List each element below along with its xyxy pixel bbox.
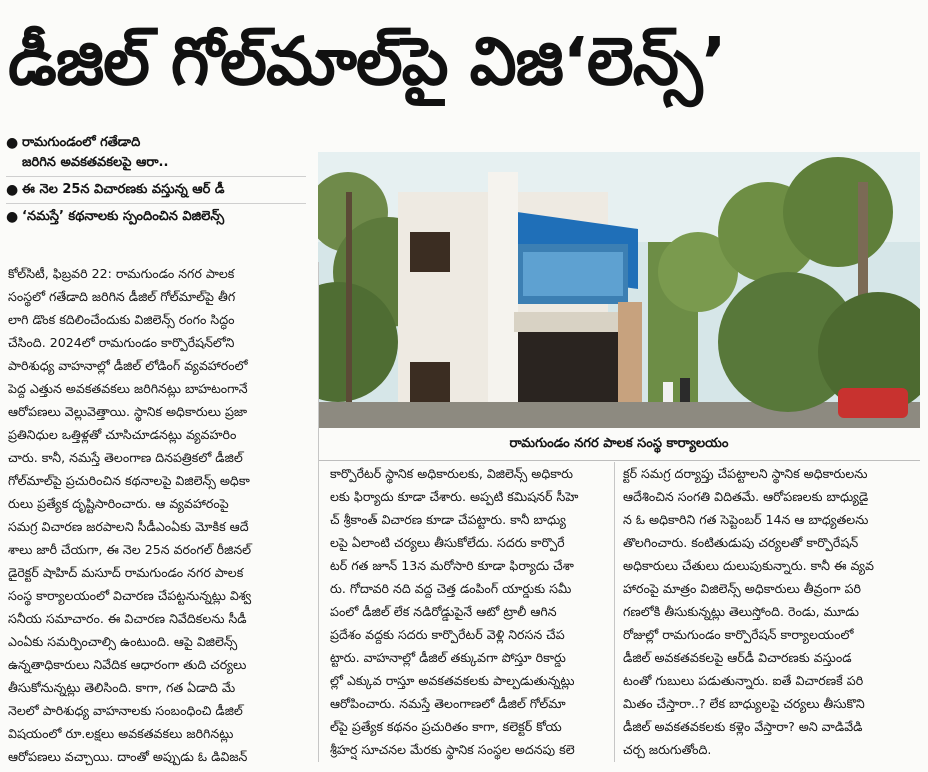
article-line: లకు ఫిర్యాదు కూడా చేశారు. అప్పటి కమిషనర్ సీహె [330, 489, 579, 504]
article-column-3 [623, 462, 919, 761]
article-line: చ్ శ్రీకాంత్ విచారణ కూడా చేపట్టారు. కానీ బాధ్యు [330, 512, 566, 527]
photo-caption: రామగుండం నగర పాలక సంస్థ కార్యాలయం [318, 428, 920, 461]
article-line: లపై ఏలాంటి చర్యలు తీసుకోలేదు. సదరు కార్పొరే [330, 535, 565, 550]
highlight-bullet [6, 177, 306, 204]
article-line: విషయంలో రూ.లక్షలు అవకతవకలు జరిగినట్లు [8, 726, 234, 741]
article-line: కార్పొరేటర్ స్థానిక అధికారులకు, విజిలెన్స్ అధికారు [330, 466, 573, 481]
article-line: మితం చేస్తారా..? లేక బాధ్యులపై చర్యలు తీసుకొని [623, 696, 865, 711]
highlight-line: జరిగిన అవకతవకలపై ఆరా.. [22, 155, 169, 170]
article-line: ఉన్నతాధికారులు నివేదిక ఆధారంగా తుది చర్యలు [8, 657, 247, 672]
article-line: ప్రదేశం వద్దకు సదరు కార్పొరేటర్ వెళ్లి నిరసన చేప [330, 627, 565, 642]
highlight-line: రామగుండంలో గతేడాది [22, 135, 141, 150]
article-line: నెలలో పారిశుధ్య వాహనాలకు సంబంధించి డీజిల్ [8, 703, 243, 718]
article-line: తీసుకోనున్నట్లు తెలిసింది. కాగా, గత ఏడాది మే [8, 680, 236, 695]
article-line: ప్రతినిధుల ఒత్తిళ్లతో చూసిచూడనట్లు వ్యవహరిం [8, 427, 237, 442]
article-line: రులు ప్రత్యేక దృష్టిసారించారు. ఆ వ్యవహారంపై [8, 496, 229, 511]
article-line: డీజిల్ అవకతవకలకు కళ్లెం వేస్తారా? అని వాడివేడి [623, 719, 863, 734]
article-line: రు. గోదావరి నది వద్ద చెత్త డంపింగ్ యార్డుకు సమీ [330, 581, 572, 596]
highlight-bullet [6, 204, 306, 230]
article-line: డైరెక్టర్ షాహిద్ మసూద్ రామగుండం నగర పాలక [8, 565, 244, 580]
article-line: కోల్‌సిటీ, ఫిబ్రవరి 22: రామగుండం నగర పాలక [8, 266, 235, 281]
article-line: గోల్‌మాల్‌పై ప్రచురించిన కథనాలపై విజిలెన్స్ అధికా [8, 473, 250, 488]
article-line: శ్రీహర్ష సూచనల మేరకు స్థానిక సంస్థల అదనపు కలె [330, 742, 575, 757]
article-line: క్టర్ సమగ్ర దర్యాప్తు చేపట్టాలని స్థానిక అధికారులను [623, 466, 868, 481]
article-line: రోజుల్లో రామగుండం కార్పొరేషన్ కార్యాలయంలో [623, 627, 854, 642]
article-line: ఎంఏకు సమర్పించాల్సి ఉంటుంది. ఆపై విజిలెన్స్ [8, 634, 238, 649]
article-column-2 [330, 462, 606, 761]
article-line: ట్టారు. వాహనాల్లో డీజిల్ తక్కువగా పోస్తూ రికార్డు [330, 650, 566, 665]
office-building-image [318, 152, 920, 428]
article-line: ఆరోపణలు వెల్లువెత్తాయి. స్థానిక అధికారులు ప్రజా [8, 404, 248, 419]
office-photo [318, 152, 920, 428]
article-line: తొలగించారు. కంటితుడుపు చర్యలతో కార్పొరేషన్ [623, 535, 859, 550]
article-line: చర్చ జరుగుతోంది. [623, 742, 712, 757]
bullet-dot-icon: ● [6, 135, 19, 151]
highlight-bullet [6, 130, 306, 177]
article-line: న ఓ అధికారిని గత సెప్టెంబర్ 14న ఆ బాధ్యతలను [623, 512, 869, 527]
article-line: ఆరోపించారు. నమస్తే తెలంగాణలో డీజిల్ గోల్‌మా [330, 696, 566, 711]
article-line: లాగి డొంక కదిలించేందుకు విజిలెన్స్ రంగం సిద్ధం [8, 312, 235, 327]
article-line: సనీయ సమాచారం. ఈ విచారణ నివేదికలను సీడీ [8, 611, 247, 626]
article-line: హారంపై మాత్రం విజిలెన్స్ అధికారులు తీవ్రంగా పరి [623, 581, 862, 596]
article-line: సమగ్ర విచారణ జరపాలని సీడీఎంఏకు మోకిక ఆదే [8, 519, 249, 534]
article-line: టర్ గత జూన్ 13న మరోసారి కూడా ఫిర్యాదు చేశా [330, 558, 574, 573]
article-line: పెద్ద ఎత్తున అవకతవకలు జరిగినట్లు బాహటంగానే [8, 381, 248, 396]
column-divider [614, 462, 615, 762]
article-line: సంస్థలో గతేడాది జరిగిన డీజిల్ గోల్‌మాల్‌పై తీగ [8, 289, 236, 304]
article-line: అధికారులు చేతులు దులుపుకున్నారు. కానీ ఈ వ్యవ [623, 558, 875, 573]
article-line: ల్‌పై ప్రత్యేక కథనం ప్రచురితం కాగా, కలెక్టర్ కోయ [330, 719, 562, 734]
highlight-line: ఈ నెల 25న విచారణకు వస్తున్న ఆర్ డీ [22, 182, 225, 197]
headline: డీజిల్ గోల్‌మాల్‌పై విజి‘లెన్స్’ [8, 23, 726, 100]
highlight-line: ‘నమస్తే’ కథనాలకు స్పందించిన విజిలెన్స్ [22, 209, 225, 224]
article-line: గణలోకి తీసుకున్నట్లు తెలుస్తోంది. రెండు, మూడు [623, 604, 859, 619]
highlights-box [6, 130, 306, 248]
article-line: టంతో గుబులు పడుతున్నారు. ఐతే విచారణకే పరి [623, 673, 864, 688]
article-line: చారు. కానీ, నమస్తే తెలంగాణ దినపత్రికలో డీజిల్ [8, 450, 243, 465]
bullet-dot-icon: ● [6, 209, 19, 225]
article-line: సంస్థ కార్యాలయంలో విచారణ చేపట్టనున్నట్లు విశ్వ [8, 588, 252, 603]
article-line: ఆదేశించిన సంగతి విదితమే. ఆరోపణలకు బాధ్యుడై [623, 489, 869, 504]
article-line: ల్లో ఎక్కువ రాస్తూ అవకతవకలకు పాల్పడుతున్నట్లు [330, 673, 575, 688]
bullet-dot-icon: ● [6, 182, 19, 198]
column-divider [318, 262, 319, 762]
article-line: ఆరోపణలు వచ్చాయి. దాంతో అప్పుడు ఓ డివిజన్ [8, 749, 248, 764]
article-column-1 [8, 262, 308, 768]
article-line: చేసింది. 2024లో రామగుండం కార్పొరేషన్‌లోని [8, 335, 235, 350]
article-line: డీజిల్ అవకతవకలపై ఆర్‌డీ విచారణకు వస్తుండ [623, 650, 852, 665]
article-line: శాలు జారీ చేయగా, ఈ నెల 25న వరంగల్ రీజినల్ [8, 542, 252, 557]
article-line: పారిశుధ్య వాహనాల్లో డీజిల్ లోడింగ్ వ్యవహారంలో [8, 358, 248, 373]
article-line: పంలో డీజిల్ లేక నడిరోడ్డుపైనే ఆటో ట్రాలీ ఆగిన [330, 604, 557, 619]
